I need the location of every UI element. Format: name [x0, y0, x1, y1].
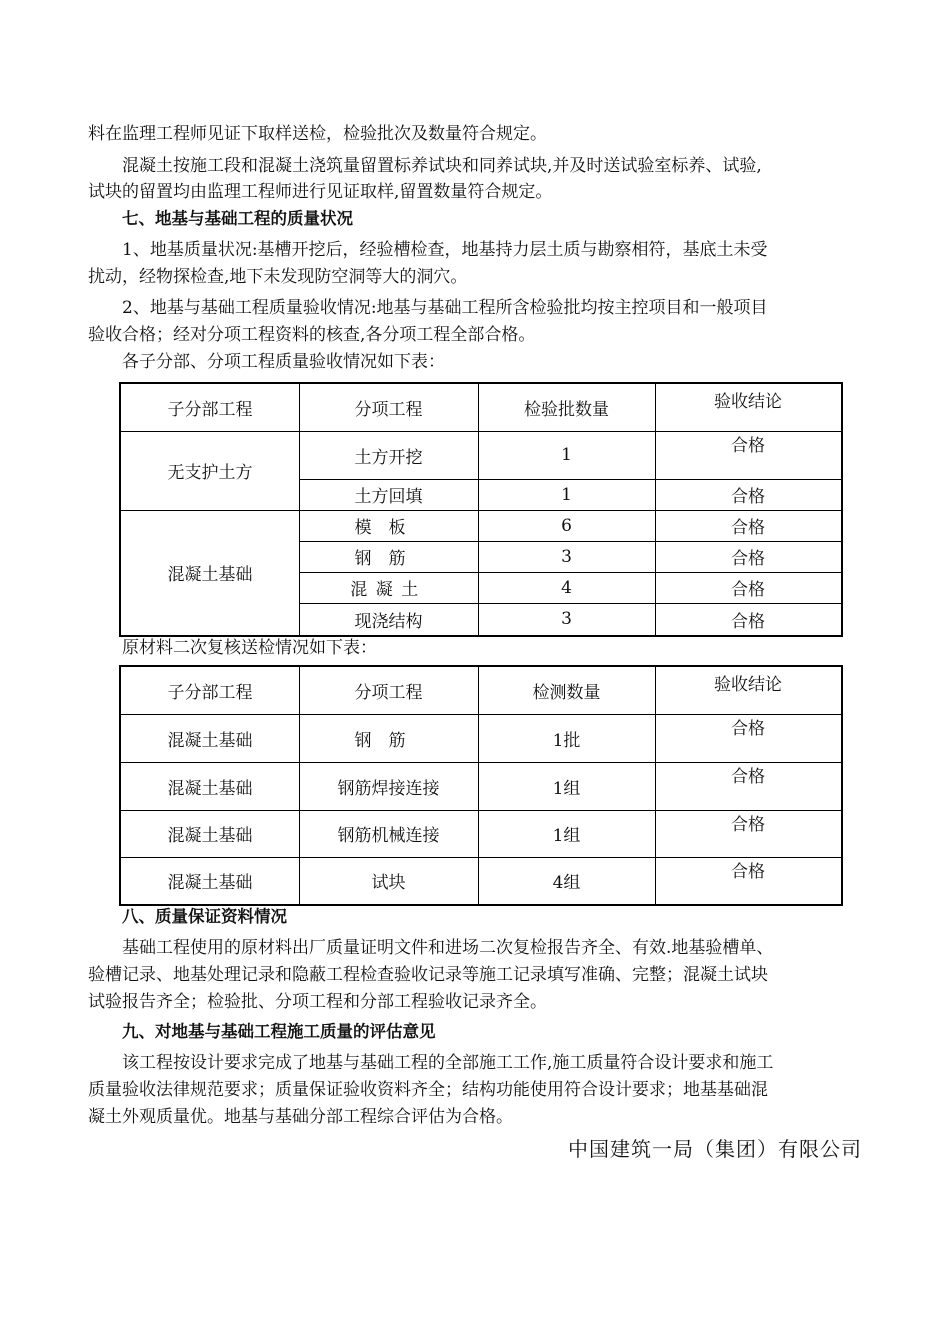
table-header: 验收结论 — [714, 674, 782, 695]
section-heading: 八、质量保证资料情况 — [122, 907, 287, 926]
table-cell: 1组 — [552, 826, 581, 846]
retest-table — [119, 665, 843, 906]
table-cell: 钢筋 — [354, 730, 423, 751]
table-cell: 试块 — [371, 873, 406, 893]
table-header: 子分部工程 — [167, 683, 253, 703]
text-line: 混凝土按施工段和混凝土浇筑量留置标养试块和同养试块,并及时送试验室标养、试验, — [122, 156, 762, 176]
table-header: 检测数量 — [532, 683, 601, 703]
text-line: 料在监理工程师见证下取样送检，检验批次及数量符合规定。 — [88, 124, 547, 144]
table-cell: 1 — [561, 484, 572, 505]
text-line: 2、地基与基础工程质量验收情况:地基与基础工程所含检验批均按主控项目和一般项目 — [122, 298, 768, 318]
table-caption: 各子分部、分项工程质量验收情况如下表： — [122, 352, 445, 372]
table-cell: 6 — [561, 515, 572, 536]
text-line: 验槽记录、地基处理记录和隐蔽工程检查验收记录等施工记录填写准确、完整；混凝土试块 — [88, 965, 768, 985]
table-cell: 模板 — [354, 518, 423, 538]
section-heading: 九、对地基与基础工程施工质量的评估意见 — [122, 1022, 436, 1041]
text-line: 试验报告齐全；检验批、分项工程和分部工程验收记录齐全。 — [88, 992, 547, 1012]
text-line: 基础工程使用的原材料出厂质量证明文件和进场二次复检报告齐全、有效.地基验槽单、 — [122, 938, 774, 958]
table-caption: 原材料二次复核送检情况如下表： — [122, 638, 377, 658]
table-cell: 3 — [561, 546, 572, 567]
text-line: 质量验收法律规范要求；质量保证验收资料齐全；结构功能使用符合设计要求；地基基础混 — [88, 1080, 768, 1100]
table-header: 分项工程 — [354, 400, 423, 420]
table-cell: 合格 — [731, 518, 765, 538]
table-cell: 4组 — [552, 873, 581, 893]
acceptance-table — [119, 382, 843, 637]
table-cell: 合格 — [731, 580, 765, 600]
table-header: 检验批数量 — [524, 400, 609, 420]
company-signature: 中国建筑一局（集团）有限公司 — [568, 1137, 862, 1161]
table-cell: 混凝土基础 — [167, 778, 253, 799]
table-cell: 合格 — [731, 435, 765, 456]
table-cell: 土方开挖 — [354, 447, 423, 468]
text-line: 凝土外观质量优。地基与基础分部工程综合评估为合格。 — [88, 1107, 513, 1127]
text-line: 扰动，经物探检查,地下未发现防空洞等大的洞穴。 — [88, 267, 468, 287]
table-cell: 钢筋机械连接 — [337, 826, 440, 846]
section-heading: 七、地基与基础工程的质量状况 — [122, 209, 353, 228]
table-cell: 合格 — [731, 549, 765, 569]
table-cell: 混凝土基础 — [167, 565, 253, 585]
table-cell: 合格 — [731, 611, 765, 632]
table-cell: 3 — [561, 609, 572, 629]
table-header: 子分部工程 — [167, 400, 253, 420]
table-cell: 钢筋焊接连接 — [337, 778, 440, 799]
table-cell: 无支护土方 — [167, 463, 253, 483]
text-line: 1、地基质量状况:基槽开挖后，经验槽检查，地基持力层土质与勘察相符，基底土未受 — [122, 240, 768, 260]
text-line: 该工程按设计要求完成了地基与基础工程的全部施工工作,施工质量符合设计要求和施工 — [122, 1053, 774, 1073]
text-line: 验收合格；经对分项工程资料的核查,各分项工程全部合格。 — [88, 325, 536, 345]
table-cell: 混凝土基础 — [167, 826, 253, 846]
table-cell: 合格 — [731, 487, 765, 507]
table-cell: 钢筋 — [354, 549, 423, 569]
table-cell: 1组 — [552, 778, 581, 799]
table-cell: 混凝土基础 — [167, 873, 253, 893]
text-line: 试块的留置均由监理工程师进行见证取样,留置数量符合规定。 — [88, 182, 553, 202]
table-cell: 合格 — [731, 861, 765, 882]
table-header: 验收结论 — [714, 391, 782, 412]
table-cell: 混凝土基础 — [167, 730, 253, 751]
table-cell: 合格 — [731, 814, 765, 835]
table-header: 分项工程 — [354, 683, 423, 703]
table-cell: 1批 — [552, 730, 581, 751]
table-cell: 合格 — [731, 718, 765, 739]
table-cell: 合格 — [731, 766, 765, 787]
table-cell: 混凝土 — [350, 580, 427, 600]
table-cell: 土方回填 — [354, 487, 423, 507]
table-cell: 现浇结构 — [354, 611, 423, 632]
table-cell: 4 — [561, 577, 572, 598]
table-cell: 1 — [561, 445, 572, 465]
